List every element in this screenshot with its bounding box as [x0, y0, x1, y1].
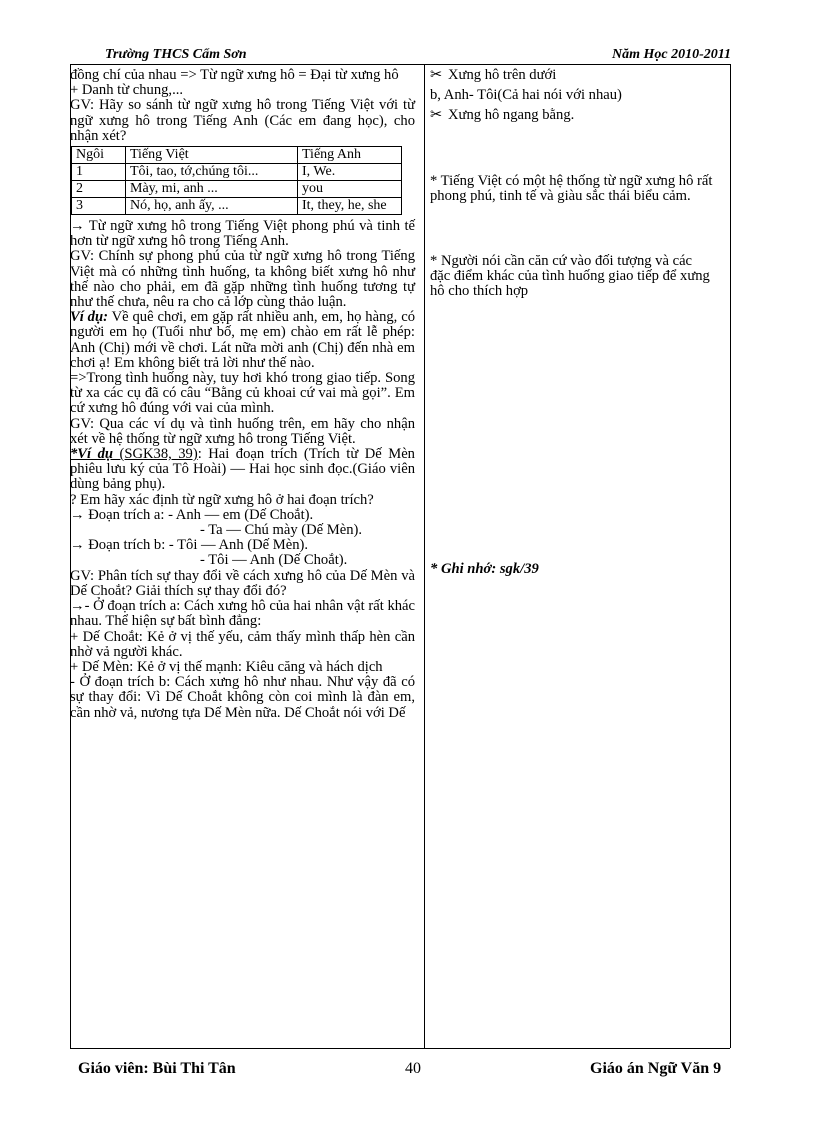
table-cell: Tôi, tao, tớ,chúng tôi...	[126, 164, 298, 181]
para: + Danh từ chung,...	[70, 82, 184, 99]
example-label: *Ví dụ	[70, 446, 113, 463]
table-cell: Mày, mi, anh ...	[126, 181, 298, 198]
table-header-cell: Tiếng Anh	[298, 147, 402, 164]
header-year: Năm Học 2010-2011	[612, 47, 731, 62]
comparison-table	[71, 146, 402, 215]
scissors-icon: ✂	[430, 107, 443, 124]
para: - Ta — Chú mày (Dế Mèn).	[200, 522, 363, 539]
para: GV: Chính sự phong phú của từ ngữ xưng hô trong Tiếng Việt mà có những tình huống, ta không biết xưng hô như thế nào cho phải, em đã gặp những tình huống tương tự như thế chưa, nêu ra cho cả lớp cùng thảo luận.	[70, 248, 415, 311]
para: =>Trong tình huống này, tuy hơi khó trong giao tiếp. Song từ xa các cụ đã có câu “Bằng củ khoai cứ vai mà gọi”. Em cứ xưng hô đúng với vai của mình.	[70, 370, 415, 417]
left-column	[70, 68, 415, 721]
note: * Ghi nhớ: sgk/39	[430, 560, 539, 577]
top-rule	[70, 64, 730, 65]
example-label: Ví dụ:	[70, 309, 108, 326]
footer-book: Giáo án Ngữ Văn 9	[590, 1060, 722, 1077]
para: → Đoạn trích b: - Tôi — Anh (Dế Mèn).	[70, 537, 309, 554]
para: *Ví dụ (SGK38, 39): Hai đoạn trích (Trích từ Dế Mèn phiêu lưu ký của Tô Hoài) — Hai học sinh đọc.(Giáo viên dùng bảng phụ).	[70, 446, 415, 493]
table-cell: you	[298, 181, 402, 198]
arrow-icon: →	[70, 598, 85, 615]
para: * Tiếng Việt có một hệ thống từ ngữ xưng hô rất phong phú, tinh tế và giàu sắc thái biểu cảm.	[430, 172, 713, 204]
para: đồng chí của nhau => Từ ngữ xưng hô = Đại từ xưng hô	[70, 67, 399, 83]
para: → Từ ngữ xưng hô trong Tiếng Việt phong phú và tinh tế hơn từ ngữ xưng hô trong Tiếng Anh.	[70, 218, 415, 250]
table-row	[72, 198, 402, 215]
para: GV: Phân tích sự thay đổi về cách xưng hô của Dế Mèn và Dế Choắt? Giải thích sự thay đổi đó?	[70, 567, 415, 599]
table-cell: 3	[72, 198, 126, 215]
arrow-icon: →	[70, 218, 89, 235]
table-row	[72, 181, 402, 198]
para: → Đoạn trích a: - Anh — em (Dế Choắt).	[70, 506, 314, 523]
table-cell: 1	[72, 164, 126, 181]
para: * Người nói cần căn cứ vào đối tượng và các đặc điểm khác của tình huống giao tiếp để xưng hô cho thích hợp	[430, 253, 710, 300]
para: →- Ở đoạn trích a: Cách xưng hô của hai nhân vật rất khác nhau. Thể hiện sự bất bình đẳng:	[70, 598, 415, 630]
right-border	[730, 64, 731, 1048]
para: ? Em hãy xác định từ ngữ xưng hô ở hai đoạn trích?	[70, 491, 374, 508]
para: ✂ Xưng hô trên dưới	[430, 67, 557, 83]
table-cell: 2	[72, 181, 126, 198]
para: + Dế Mèn: Kẻ ở vị thế mạnh: Kiêu căng và hách dịch	[70, 658, 383, 675]
page-number: 40	[405, 1060, 421, 1077]
para: ✂ Xưng hô ngang bằng.	[430, 107, 575, 124]
table-header-cell: Tiếng Việt	[126, 147, 298, 164]
para: + Dế Choắt: Kẻ ở vị thế yếu, cảm thấy mình thấp hèn cần nhờ vả người khác.	[70, 628, 415, 660]
footer-teacher: Giáo viên: Bùi Thi Tân	[78, 1060, 236, 1077]
bottom-rule	[70, 1048, 730, 1049]
table-header-row	[72, 147, 402, 164]
para: - Tôi — Anh (Dế Choắt).	[200, 552, 348, 569]
para: GV: Hãy so sánh từ ngữ xưng hô trong Tiếng Việt với từ ngữ xưng hô trong Tiếng Anh (Các em đang học), cho nhận xét?	[70, 97, 415, 144]
para: b, Anh- Tôi(Cả hai nói với nhau)	[430, 87, 622, 104]
scissors-icon: ✂	[430, 67, 443, 83]
para: - Ở đoạn trích b: Cách xưng hô như nhau. Như vậy đã có sự thay đổi: Vì Dế Choắt không còn coi mình là đàn em, cần nhờ vả, nương tựa Dế Mèn nữa. Dế Choắt nói với Dế	[70, 674, 415, 721]
table-cell: I, We.	[298, 164, 402, 181]
table-cell: It, they, he, she	[298, 198, 402, 215]
column-divider	[424, 64, 425, 1048]
right-column	[430, 68, 715, 577]
arrow-icon: →	[70, 506, 89, 523]
table-row	[72, 164, 402, 181]
table-header-cell: Ngôi	[72, 147, 126, 164]
header-school: Trường THCS Cẩm Sơn	[105, 47, 247, 62]
para: GV: Qua các ví dụ và tình huống trên, em hãy cho nhận xét về hệ thống từ ngữ xưng hô trong Tiếng Việt.	[70, 415, 415, 447]
table-cell: Nó, họ, anh ấy, ...	[126, 198, 298, 215]
arrow-icon: →	[70, 537, 89, 554]
para: Ví dụ: Về quê chơi, em gặp rất nhiều anh, em, họ hàng, có người em họ (Tuổi như bố, mẹ em) chào em rất lễ phép: Anh (Chị) mới về chơi. Lát nữa mời anh (Chị) đến nhà em chơi ạ! Em không biết trả lời như thế nào.	[70, 309, 415, 371]
